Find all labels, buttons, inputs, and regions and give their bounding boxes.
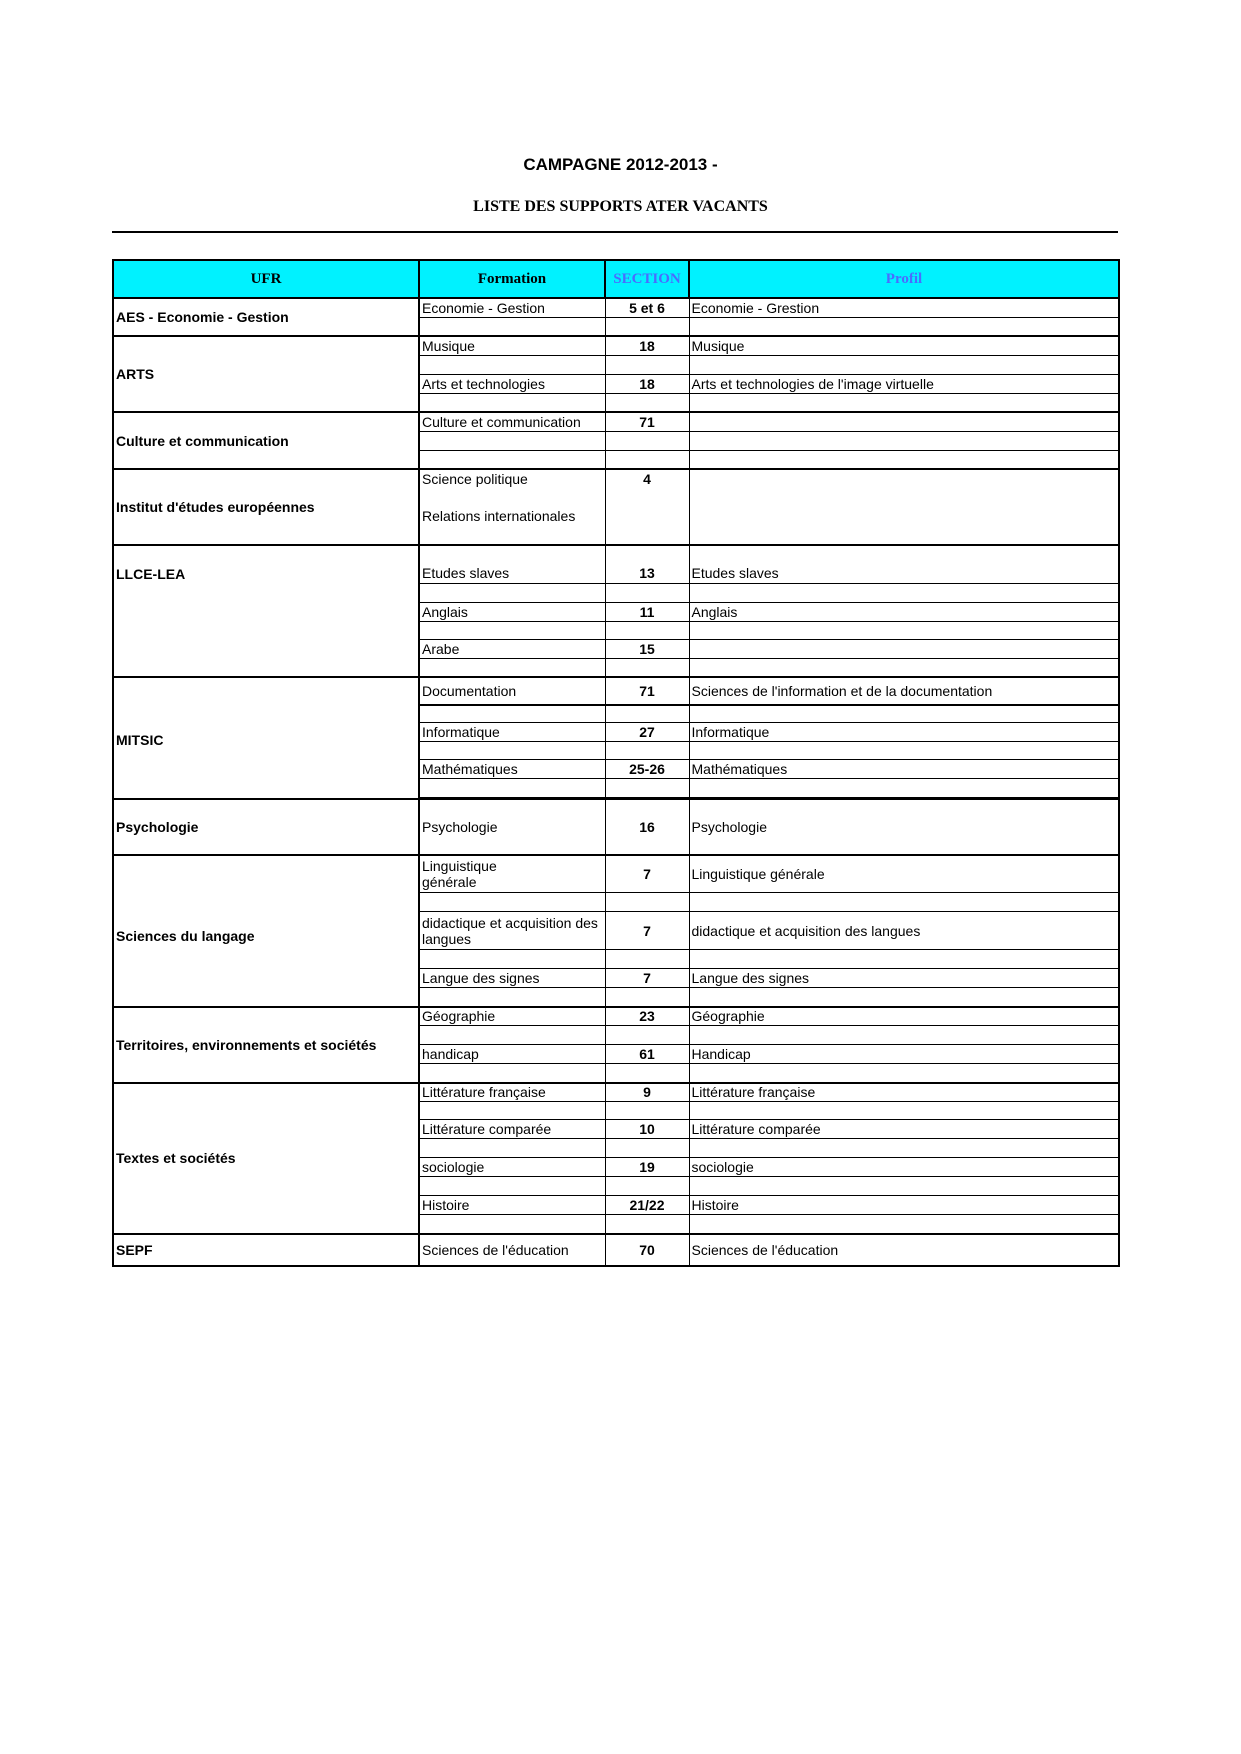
formation-cell: didactique et acquisition des langues <box>419 912 605 950</box>
formation-cell: Documentation <box>419 677 605 705</box>
profil-cell <box>689 412 1119 431</box>
formation-cell: Culture et communication <box>419 412 605 431</box>
profil-cell: Langue des signes <box>689 969 1119 988</box>
profil-cell: didactique et acquisition des langues <box>689 912 1119 950</box>
section-cell: 18 <box>605 374 689 393</box>
section-cell: 19 <box>605 1158 689 1177</box>
table-row <box>113 469 1119 545</box>
page-subtitle: LISTE DES SUPPORTS ATER VACANTS <box>473 198 768 215</box>
profil-cell: Histoire <box>689 1196 1119 1215</box>
profil-cell: Sciences de l'information et de la documentation <box>689 677 1119 705</box>
formation-cell: handicap <box>419 1045 605 1064</box>
section-cell: 10 <box>605 1120 689 1139</box>
header-section: SECTION <box>605 260 689 298</box>
section-cell: 21/22 <box>605 1196 689 1215</box>
profil-cell <box>689 469 1119 545</box>
formation-line-2: Relations internationales <box>422 508 576 524</box>
profil-cell: Handicap <box>689 1045 1119 1064</box>
formation-cell: Musique <box>419 336 605 355</box>
header-profil: Profil <box>689 260 1119 298</box>
table-row <box>113 1083 1119 1102</box>
section-cell: 7 <box>605 912 689 950</box>
section-cell: 7 <box>605 855 689 893</box>
formation-cell: Arabe <box>419 639 605 658</box>
profil-cell: Littérature française <box>689 1083 1119 1102</box>
formation-cell: Langue des signes <box>419 969 605 988</box>
ufr-cell: ARTS <box>113 336 419 412</box>
formation-cell: Informatique <box>419 722 605 741</box>
section-cell: 27 <box>605 722 689 741</box>
formation-cell: Mathématiques <box>419 759 605 778</box>
profil-cell: Psychologie <box>689 799 1119 855</box>
ufr-cell: Territoires, environnements et sociétés <box>113 1007 419 1083</box>
section-cell: 23 <box>605 1007 689 1026</box>
header-formation: Formation <box>419 260 605 298</box>
table-row <box>113 298 1119 317</box>
profil-cell <box>689 639 1119 658</box>
ufr-cell: MITSIC <box>113 677 419 799</box>
formation-cell: Economie - Gestion <box>419 298 605 317</box>
formation-cell: Anglais <box>419 602 605 621</box>
section-cell: 9 <box>605 1083 689 1102</box>
profil-cell: Anglais <box>689 602 1119 621</box>
profil-cell: Musique <box>689 336 1119 355</box>
section-cell: 61 <box>605 1045 689 1064</box>
section-cell: 5 et 6 <box>605 298 689 317</box>
table-row <box>113 336 1119 355</box>
formation-cell: Psychologie <box>419 799 605 855</box>
section-cell: 71 <box>605 412 689 431</box>
profil-cell: Economie - Grestion <box>689 298 1119 317</box>
profil-cell: Géographie <box>689 1007 1119 1026</box>
title-divider <box>112 231 1118 233</box>
formation-cell: Sciences de l'éducation <box>419 1234 605 1266</box>
section-cell: 11 <box>605 602 689 621</box>
ater-vacancies-table <box>112 259 1120 1267</box>
profil-cell: sociologie <box>689 1158 1119 1177</box>
ufr-cell: LLCE-LEA <box>113 545 419 677</box>
section-cell: 4 <box>605 469 689 545</box>
formation-cell: Linguistique générale <box>419 855 605 893</box>
profil-cell: Etudes slaves <box>689 564 1119 583</box>
table-row <box>113 1007 1119 1026</box>
table-row <box>113 677 1119 705</box>
header-ufr: UFR <box>113 260 419 298</box>
ufr-cell: Institut d'études européennes <box>113 469 419 545</box>
profil-cell: Mathématiques <box>689 759 1119 778</box>
section-cell: 25-26 <box>605 759 689 778</box>
profil-cell: Sciences de l'éducation <box>689 1234 1119 1266</box>
formation-cell: Littérature comparée <box>419 1120 605 1139</box>
ufr-cell: Culture et communication <box>113 412 419 469</box>
ufr-cell: AES - Economie - Gestion <box>113 298 419 336</box>
table-row <box>113 412 1119 431</box>
ufr-cell: Psychologie <box>113 799 419 855</box>
table-row <box>113 799 1119 855</box>
page-title: CAMPAGNE 2012-2013 - <box>523 155 718 174</box>
profil-cell: Linguistique générale <box>689 855 1119 893</box>
profil-cell: Littérature comparée <box>689 1120 1119 1139</box>
formation-cell: sociologie <box>419 1158 605 1177</box>
formation-cell <box>419 469 605 545</box>
ufr-cell: Sciences du langage <box>113 855 419 1007</box>
ufr-cell: SEPF <box>113 1234 419 1266</box>
formation-line-1: Science politique <box>422 471 528 487</box>
profil-cell: Arts et technologies de l'image virtuelle <box>689 374 1119 393</box>
ufr-cell: Textes et sociétés <box>113 1083 419 1234</box>
formation-cell: Etudes slaves <box>419 564 605 583</box>
table-row <box>113 1234 1119 1266</box>
formation-cell: Histoire <box>419 1196 605 1215</box>
section-cell: 18 <box>605 336 689 355</box>
formation-cell: Littérature française <box>419 1083 605 1102</box>
formation-cell: Géographie <box>419 1007 605 1026</box>
table-row <box>113 855 1119 893</box>
section-cell: 13 <box>605 564 689 583</box>
section-cell: 15 <box>605 639 689 658</box>
spacer-row <box>113 545 1119 564</box>
section-cell: 71 <box>605 677 689 705</box>
section-cell: 70 <box>605 1234 689 1266</box>
table-header-row <box>113 260 1119 298</box>
section-cell: 7 <box>605 969 689 988</box>
section-cell: 16 <box>605 799 689 855</box>
profil-cell: Informatique <box>689 722 1119 741</box>
formation-cell: Arts et technologies <box>419 374 605 393</box>
